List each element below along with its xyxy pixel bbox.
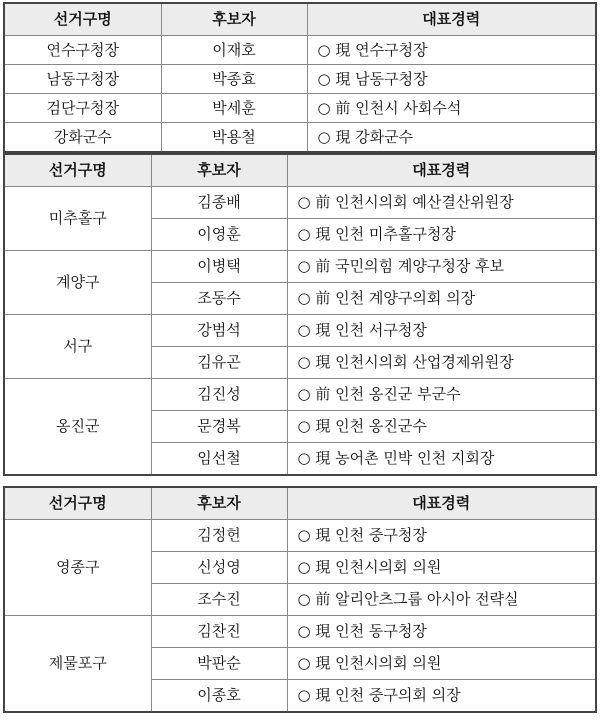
candidate-cell: 박판순 [151, 648, 287, 680]
district-cell: 계양구 [4, 251, 151, 315]
candidate-cell: 김유곤 [151, 347, 287, 379]
district-cell: 옹진군 [4, 379, 151, 476]
career-cell: ○ 現 인천시의회 의원 [287, 648, 596, 680]
career-cell: ○ 前 국민의힘 계양구청장 후보 [287, 251, 596, 283]
header-candidate: 후보자 [161, 3, 307, 36]
career-cell: ○ 現 강화군수 [307, 123, 596, 153]
header-candidate: 후보자 [151, 154, 287, 187]
candidate-cell: 김찬진 [151, 616, 287, 648]
career-cell: ○ 現 인천 옹진군수 [287, 411, 596, 443]
header-row [4, 3, 596, 36]
table-row [4, 36, 596, 65]
career-cell: ○ 前 인천시의회 예산결산위원장 [287, 187, 596, 219]
table-row [4, 123, 596, 153]
candidate-cell: 김진성 [151, 379, 287, 411]
career-cell: ○ 現 인천 동구청장 [287, 616, 596, 648]
candidate-cell: 김종배 [151, 187, 287, 219]
candidate-cell: 신성영 [151, 552, 287, 584]
district-cell: 강화군수 [4, 123, 161, 153]
candidate-cell: 이병택 [151, 251, 287, 283]
header-candidate: 후보자 [151, 487, 287, 520]
table-row [4, 520, 596, 552]
career-cell: ○ 現 인천시의회 의원 [287, 552, 596, 584]
candidate-table-3 [3, 486, 597, 713]
candidate-table-1 [3, 2, 597, 153]
district-cell: 연수구청장 [4, 36, 161, 65]
district-cell: 서구 [4, 315, 151, 379]
header-career: 대표경력 [307, 3, 596, 36]
candidate-cell: 이영훈 [151, 219, 287, 251]
career-cell: ○ 前 인천 계양구의회 의장 [287, 283, 596, 315]
table-row [4, 251, 596, 283]
district-cell: 검단구청장 [4, 94, 161, 123]
career-cell: ○ 現 연수구청장 [307, 36, 596, 65]
candidate-cell: 조동수 [151, 283, 287, 315]
header-district: 선거구명 [4, 487, 151, 520]
career-cell: ○ 現 인천시의회 산업경제위원장 [287, 347, 596, 379]
table-row [4, 379, 596, 411]
candidate-cell: 박종효 [161, 65, 307, 94]
district-cell: 영종구 [4, 520, 151, 616]
candidate-cell: 이재호 [161, 36, 307, 65]
career-cell: ○ 現 인천 중구청장 [287, 520, 596, 552]
career-cell: ○ 前 인천 옹진군 부군수 [287, 379, 596, 411]
career-cell: ○ 現 인천 미추홀구청장 [287, 219, 596, 251]
district-cell: 미추홀구 [4, 187, 151, 251]
table-row [4, 65, 596, 94]
district-cell: 제물포구 [4, 616, 151, 713]
career-cell: ○ 前 알리안츠그룹 아시아 전략실 [287, 584, 596, 616]
table-row [4, 94, 596, 123]
candidate-cell: 박세훈 [161, 94, 307, 123]
candidate-cell: 조수진 [151, 584, 287, 616]
career-cell: ○ 現 남동구청장 [307, 65, 596, 94]
candidate-cell: 김정헌 [151, 520, 287, 552]
district-cell: 남동구청장 [4, 65, 161, 94]
career-cell: ○ 前 인천시 사회수석 [307, 94, 596, 123]
candidate-cell: 이종호 [151, 680, 287, 713]
career-cell: ○ 現 인천 서구청장 [287, 315, 596, 347]
career-cell: ○ 現 농어촌 민박 인천 지회장 [287, 443, 596, 476]
header-career: 대표경력 [287, 487, 596, 520]
candidate-cell: 강범석 [151, 315, 287, 347]
header-career: 대표경력 [287, 154, 596, 187]
table-row [4, 315, 596, 347]
header-row [4, 487, 596, 520]
header-row [4, 154, 596, 187]
career-cell: ○ 現 인천 중구의회 의장 [287, 680, 596, 713]
candidate-cell: 문경복 [151, 411, 287, 443]
candidate-cell: 박용철 [161, 123, 307, 153]
table-row [4, 616, 596, 648]
header-district: 선거구명 [4, 3, 161, 36]
candidate-table-2 [3, 153, 597, 476]
header-district: 선거구명 [4, 154, 151, 187]
candidate-cell: 임선철 [151, 443, 287, 476]
table-row [4, 187, 596, 219]
